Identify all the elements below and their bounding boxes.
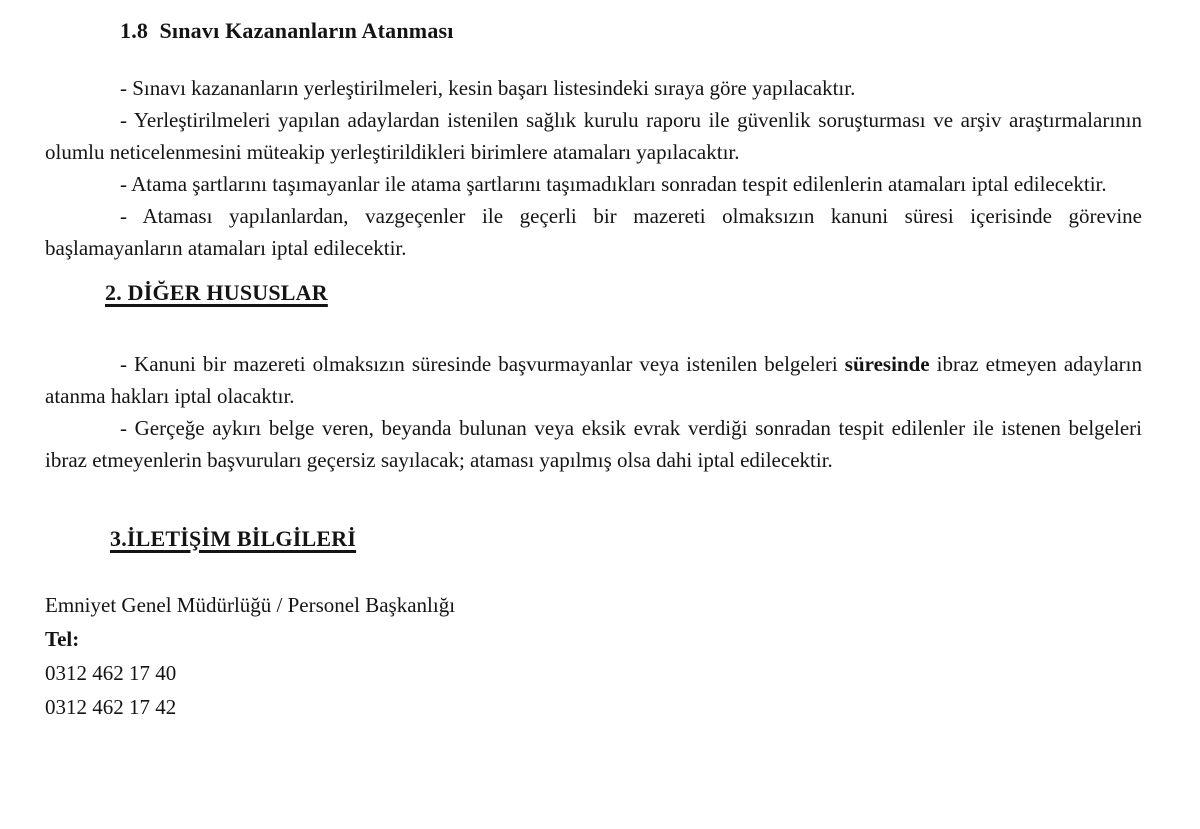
paragraph-health-security-check: - Yerleştirilmeleri yapılan adaylardan istenilen sağlık kurulu raporu ile güvenlik soruşturması ve arşiv araştırmalarının olumlu neticelenmesini müteakip yerleştirildikleri birimlere atamaları yapılacaktır. [45, 108, 1142, 164]
contact-phone-2: 0312 462 17 42 [45, 695, 177, 719]
contact-organization: Emniyet Genel Müdürlüğü / Personel Başkanlığı [45, 593, 456, 617]
paragraph-false-documents: - Gerçeğe aykırı belge veren, beyanda bulunan veya eksik evrak verdiği sonradan tespit edilenler ile istenen belgeleri ibraz etmeyenlerin başvuruları geçersiz sayılacak; ataması yapılmış olsa dahi iptal edilecektir. [45, 416, 1142, 472]
paragraph-placement-order: - Sınavı kazananların yerleştirilmeleri, kesin başarı listesindeki sıraya göre yapılacaktır. [120, 76, 856, 100]
other-matters-paragraphs [45, 348, 1142, 476]
paragraph-conditions-cancellation: - Atama şartlarını taşımayanlar ile atama şartlarını taşımadıkları sonradan tespit edilenlerin atamaları iptal edilecektir. [120, 172, 1107, 196]
paragraph-withdrawal-cancellation: - Ataması yapılanlardan, vazgeçenler ile geçerli bir mazereti olmaksızın kanuni süresi içerisinde görevine başlamayanların atamaları iptal edilecektir. [45, 204, 1142, 260]
section-heading-appointment: 1.8 Sınavı Kazananların Atanması [120, 18, 454, 43]
contact-tel-label: Tel: [45, 627, 80, 651]
paragraph-deadline-documents-bold: süresinde [844, 352, 930, 376]
section-heading-contact: 3.İLETİŞİM BİLGİLERİ [110, 526, 357, 551]
section-heading-other-matters: 2. DİĞER HUSUSLAR [105, 280, 328, 305]
paragraph-deadline-documents-before: - Kanuni bir mazereti olmaksızın süresinde başvurmayanlar veya istenilen belgeleri [120, 352, 845, 376]
contact-info [45, 588, 1142, 724]
contact-phone-1: 0312 462 17 40 [45, 661, 177, 685]
paragraph-deadline-documents-after: ibraz etmeyen adayların atanma hakları iptal olacaktır. [45, 352, 1142, 408]
appointment-paragraphs [45, 72, 1142, 264]
paragraph-deadline-documents [45, 348, 1142, 412]
